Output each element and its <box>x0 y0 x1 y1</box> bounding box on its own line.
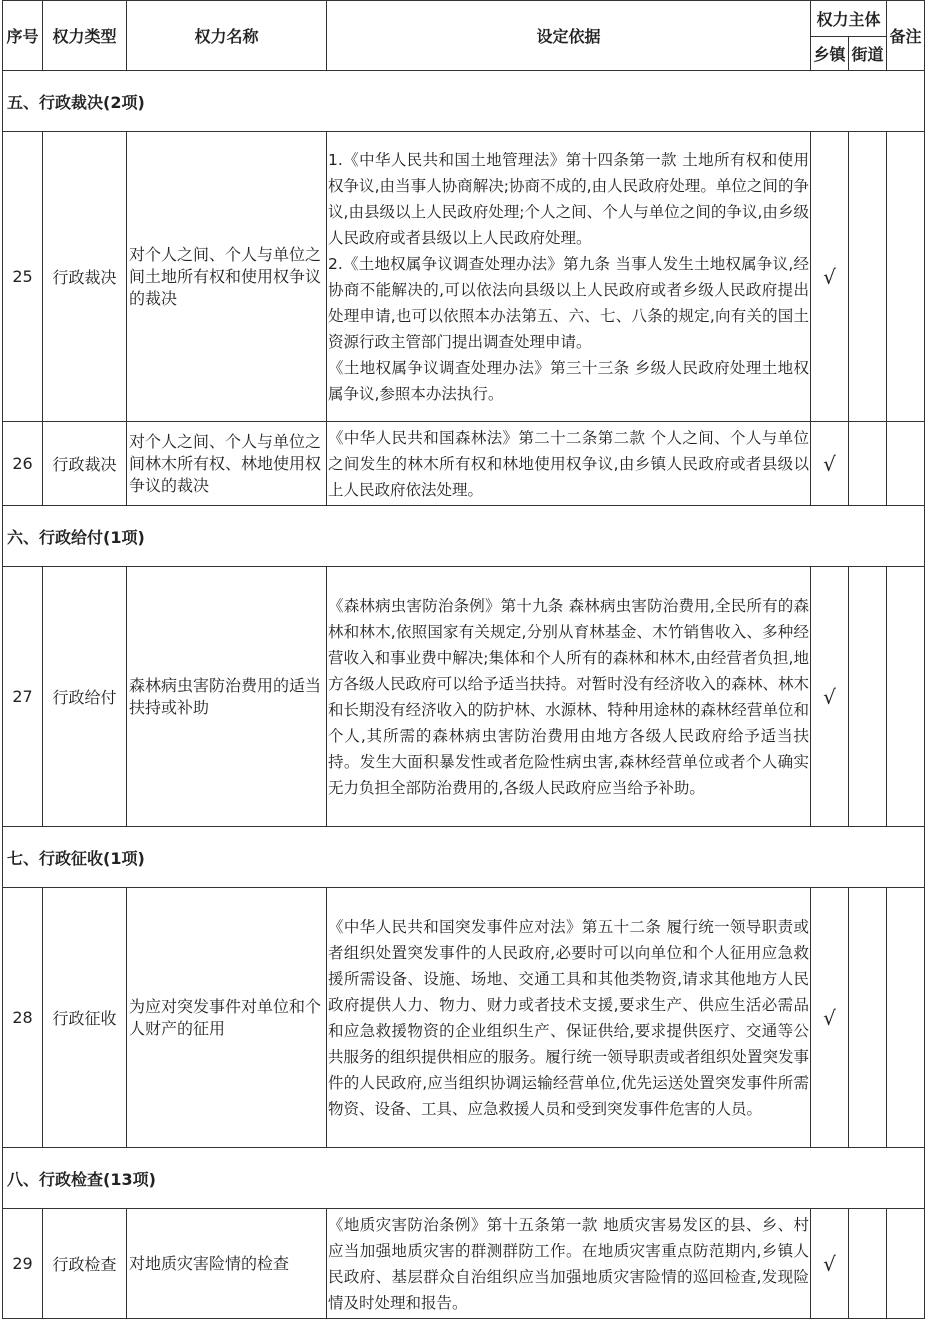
township-check: √ <box>811 567 849 827</box>
header-township: 乡镇 <box>811 37 849 71</box>
header-no: 序号 <box>3 1 43 71</box>
table-row <box>3 567 925 827</box>
section-title: 八、行政检查(13项) <box>3 1148 925 1209</box>
row-name: 对个人之间、个人与单位之间土地所有权和使用权争议的裁决 <box>127 132 327 422</box>
street-check <box>849 1209 887 1319</box>
row-type: 行政裁决 <box>43 422 127 506</box>
row-basis <box>327 567 811 827</box>
row-type: 行政检查 <box>43 1209 127 1319</box>
table-row <box>3 888 925 1148</box>
township-check: √ <box>811 888 849 1148</box>
row-no: 29 <box>3 1209 43 1319</box>
row-type: 行政给付 <box>43 567 127 827</box>
header-remark: 备注 <box>887 1 925 71</box>
row-name: 对地质灾害险情的检查 <box>127 1209 327 1319</box>
row-name: 为应对突发事件对单位和个人财产的征用 <box>127 888 327 1148</box>
township-check: √ <box>811 132 849 422</box>
row-basis <box>327 422 811 506</box>
table-row <box>3 1209 925 1319</box>
row-name: 森林病虫害防治费用的适当扶持或补助 <box>127 567 327 827</box>
header-subject: 权力主体 <box>811 1 887 37</box>
power-list-table <box>2 0 925 1319</box>
row-basis <box>327 132 811 422</box>
basis-paragraph: 《中华人民共和国突发事件应对法》第五十二条 履行统一领导职责或者组织处置突发事件的人民政府,必要时可以向单位和个人征用应急救援所需设备、设施、场地、交通工具和其他类物资,请求其他地方人民政府提供人力、物力、财力或者技术支援,要求生产、供应生活必需品和应急救援物资的企业组织生产、保证供给,要求提供医疗、交通等公共服务的组织提供相应的服务。履行统一领导职责或者组织处置突发事件的人民政府,应当组织协调运输经营单位,优先运送处置突发事件所需物资、设备、工具、应急救援人员和受到突发事件危害的人员。 <box>328 917 809 1118</box>
header-basis: 设定依据 <box>327 1 811 71</box>
row-basis <box>327 888 811 1148</box>
row-type: 行政征收 <box>43 888 127 1148</box>
street-check <box>849 422 887 506</box>
header-street: 街道 <box>849 37 887 71</box>
remark-cell <box>887 888 925 1148</box>
section-title: 七、行政征收(1项) <box>3 827 925 888</box>
remark-cell <box>887 567 925 827</box>
row-basis <box>327 1209 811 1319</box>
row-type: 行政裁决 <box>43 132 127 422</box>
row-no: 28 <box>3 888 43 1148</box>
row-no: 27 <box>3 567 43 827</box>
basis-paragraph: 《地质灾害防治条例》第十五条第一款 地质灾害易发区的县、乡、村应当加强地质灾害的群测群防工作。在地质灾害重点防范期内,乡镇人民政府、基层群众自治组织应当加强地质灾害险情的巡回检查,发现险情及时处理和报告。 <box>328 1215 809 1312</box>
table-row <box>3 132 925 422</box>
section-title: 六、行政给付(1项) <box>3 506 925 567</box>
section-title: 五、行政裁决(2项) <box>3 71 925 132</box>
row-no: 25 <box>3 132 43 422</box>
township-check: √ <box>811 1209 849 1319</box>
row-name: 对个人之间、个人与单位之间林木所有权、林地使用权争议的裁决 <box>127 422 327 506</box>
row-no: 26 <box>3 422 43 506</box>
header-type: 权力类型 <box>43 1 127 71</box>
header-name: 权力名称 <box>127 1 327 71</box>
basis-paragraph: 《土地权属争议调查处理办法》第三十三条 乡级人民政府处理土地权属争议,参照本办法执行。 <box>328 358 809 403</box>
basis-paragraph: 2.《土地权属争议调查处理办法》第九条 当事人发生土地权属争议,经协商不能解决的,可以依法向县级以上人民政府或者乡级人民政府提出处理申请,也可以依照本办法第五、六、七、八条的规定,向有关的国土资源行政主管部门提出调查处理申请。 <box>328 254 809 351</box>
street-check <box>849 567 887 827</box>
township-check: √ <box>811 422 849 506</box>
remark-cell <box>887 422 925 506</box>
street-check <box>849 888 887 1148</box>
basis-paragraph: 《森林病虫害防治条例》第十九条 森林病虫害防治费用,全民所有的森林和林木,依照国家有关规定,分别从育林基金、木竹销售收入、多种经营收入和事业费中解决;集体和个人所有的森林和林木,由经营者负担,地方各级人民政府可以给予适当扶持。对暂时没有经济收入的森林、林木和长期没有经济收入的防护林、水源林、特种用途林的森林经营单位和个人,其所需的森林病虫害防治费用由地方各级人民政府给予适当扶持。发生大面积暴发性或者危险性病虫害,森林经营单位或者个人确实无力负担全部防治费用的,各级人民政府应当给予补助。 <box>328 596 809 797</box>
basis-paragraph: 《中华人民共和国森林法》第二十二条第二款 个人之间、个人与单位之间发生的林木所有权和林地使用权争议,由乡镇人民政府或者县级以上人民政府依法处理。 <box>328 428 809 499</box>
table-row <box>3 422 925 506</box>
street-check <box>849 132 887 422</box>
basis-paragraph: 1.《中华人民共和国土地管理法》第十四条第一款 土地所有权和使用权争议,由当事人协商解决;协商不成的,由人民政府处理。单位之间的争议,由县级以上人民政府处理;个人之间、个人与单位之间的争议,由乡级人民政府或者县级以上人民政府处理。 <box>328 150 809 247</box>
remark-cell <box>887 1209 925 1319</box>
remark-cell <box>887 132 925 422</box>
